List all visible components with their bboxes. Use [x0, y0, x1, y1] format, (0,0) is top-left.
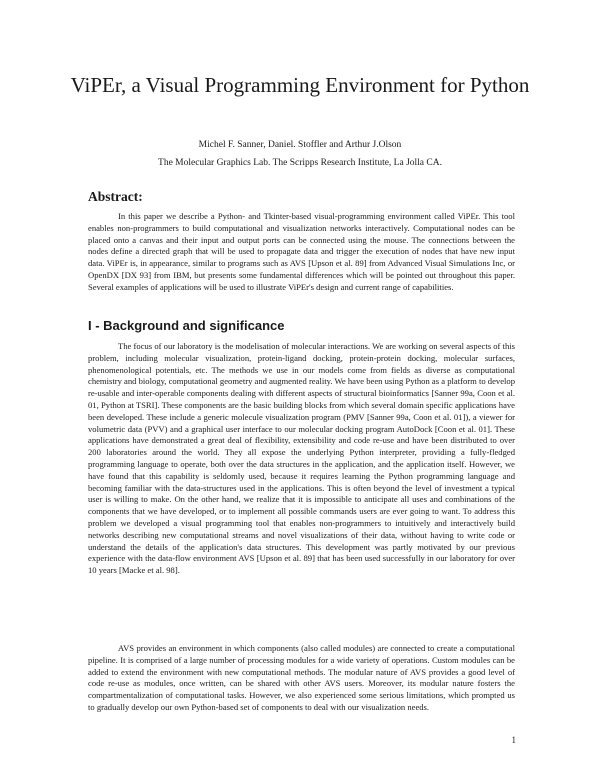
- section-heading: I - Background and significance: [88, 318, 285, 333]
- body-paragraph-2: AVS provides an environment in which components (also called modules) are connected to create a computational pipeline. It is comprised of a large number of processing modules for a wide variety of operations. Custom modules can be added to extend the environment with new computational methods. The modular nature of AVS provides a good level of code re-use as modules, once written, can be shared with other AVS users. Moreover, its modular nature fosters the compartmentalization of computational tasks. However, we also experienced some serious limitations, which prompted us to gradually develop our own Python-based set of components to deal with our visualization needs.: [88, 643, 515, 712]
- paper-title: ViPEr, a Visual Programming Environment for Python: [70, 73, 530, 97]
- body-paragraph-1: The focus of our laboratory is the modelisation of molecular interactions. We are working on several aspects of this problem, including molecular visualization, protein-ligand docking, protein-protein docking, molecular surfaces, phenomenological potentials, etc. The methods we use in our models come from fields as diverse as computational chemistry and biology, computational geometry and augmented reality. We have been using Python as a platform to develop re-usable and inter-operable components dealing with different aspects of structural bioinformatics [Sanner 99a, Coon et al. 01, Python at TSRI]. These components are the basic building blocks from which several domain specific applications have been developed. These include a generic molecule visualization program (PMV [Sanner 99a, Coon et al. 01]), a viewer for volumetric data (PVV) and a graphical user interface to our molecular docking program AutoDock [Coon et al. 01]. These applications have demonstrated a great deal of flexibility, extensibility and code re-use and have been distributed to over 200 laboratories around the world. They all expose the underlying Python interpreter, providing a fully-fledged programming language to operate, both over the data structures in the application, and the application itself. However, we have found that this capability is seldomly used, because it requires learning the Python programming language and becoming familiar with the data-structures used in the applications. This is often beyond the level of investment a typical user is willing to make. On the other hand, we realize that it is impossible to anticipate all uses and combinations of the components that we have developed, or to implement all possible commands users are ever going to want. To address this problem we developed a visual programming tool that enables non-programmers to intuitively and interactively build networks describing new computational streams and novel visualizations of their data, without having to write code or understand the details of the application's data structures. This development was partly motivated by our previous experience with the data-flow environment AVS [Upson et al. 89] that has been used successfully in our laboratory for over 10 years [Macke et al. 98].: [88, 341, 515, 576]
- page-number: 1: [511, 735, 516, 745]
- affiliation: The Molecular Graphics Lab. The Scripps Research Institute, La Jolla CA.: [158, 158, 442, 168]
- author-list: Michel F. Sanner, Daniel. Stoffler and Arthur J.Olson: [198, 140, 402, 150]
- abstract-heading: Abstract:: [88, 189, 143, 204]
- abstract-text: In this paper we describe a Python- and Tkinter-based visual-programming environment called ViPEr. This tool enables non-programmers to build computational and visualization networks interactively. Computational nodes can be placed onto a canvas and their input and output ports can be connected using the mouse. The connections between the nodes define a directed graph that will be used to propagate data and trigger the execution of nodes that have new input data. ViPEr is, in appearance, similar to programs such as AVS [Upson et al. 89] from Advanced Visual Simulations Inc, or OpenDX [DX 93] from IBM, but presents some fundamental differences which will be pointed out throughout this paper. Several examples of applications will be used to illustrate ViPEr's design and current range of capabilities.: [88, 211, 515, 292]
